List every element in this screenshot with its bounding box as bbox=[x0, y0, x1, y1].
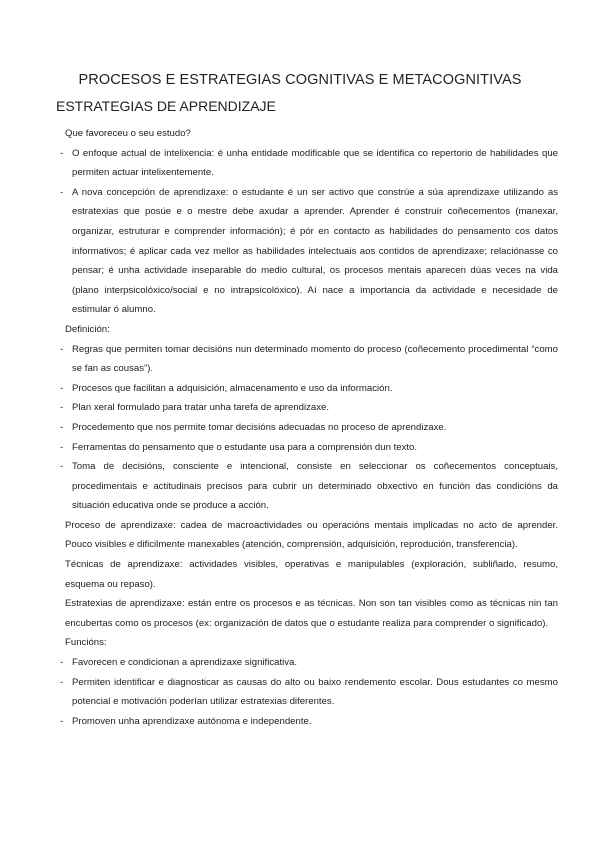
techniques-paragraph: Técnicas de aprendizaxe: actividades visibles, operativas e manipulables (exploración, subliñado, resumo, esquema ou repaso). bbox=[65, 559, 558, 590]
intro-list bbox=[56, 144, 558, 320]
list-item: - Promoven unha aprendizaxe autónoma e independente. bbox=[60, 715, 312, 727]
list-item: - Procedemento que nos permite tomar decisións adecuadas no proceso de aprendizaxe. bbox=[60, 421, 447, 433]
question-line: Que favoreceu o seu estudo? bbox=[65, 128, 191, 139]
section-heading: ESTRATEGIAS DE APRENDIZAJE bbox=[56, 98, 276, 114]
list-item: - Procesos que facilitan a adquisición, almacenamento e uso da información. bbox=[60, 382, 393, 394]
process-paragraph: Proceso de aprendizaxe: cadea de macroactividades ou operacións mentais implicadas no acto de aprender. Pouco visibles e dificilmente manexables (atención, comprensión, adquisición, reprodución, transferencia). bbox=[65, 519, 558, 551]
functions-label: Funcións: bbox=[65, 637, 107, 649]
definition-list bbox=[56, 340, 558, 516]
page-title: PROCESOS E ESTRATEGIAS COGNITIVAS E METACOGNITIVAS bbox=[78, 72, 522, 88]
list-item: - O enfoque actual de intelixencia: é unha entidade modificable que se identifica co repertorio de habilidades que permiten actuar intelixentemente. bbox=[60, 147, 558, 179]
list-item: - Regras que permiten tomar decisións nun determinado momento do proceso (coñecemento procedimental “como se fan as cousas”). bbox=[60, 343, 558, 375]
list-item: - Permiten identificar e diagnosticar as causas do alto ou baixo rendemento escolar. Dous estudantes co mesmo potencial e motivación poderían utilizar estratexias diferentes. bbox=[60, 676, 558, 708]
list-item: - Ferramentas do pensamento que o estudante usa para a comprensión dun texto. bbox=[60, 441, 418, 453]
definition-label: Definición: bbox=[65, 323, 110, 335]
functions-list bbox=[56, 653, 558, 731]
list-item: - Favorecen e condicionan a aprendizaxe significativa. bbox=[60, 657, 298, 669]
list-item: - Toma de decisións, consciente e intencional, consiste en seleccionar os coñecementos conceptuais, procedimentais e actitudinais precisos para cubrir un determinado obxectivo en función das condicións da situación educativa onde se produce a acción. bbox=[60, 461, 558, 512]
document-body bbox=[56, 124, 558, 731]
strategies-paragraph: Estratexias de aprendizaxe: están entre os procesos e as técnicas. Non son tan visibles como as técnicas nin tan encubertas como os procesos (ex: organización de datos que o estudante realiza para comprender o significado). bbox=[65, 598, 558, 629]
list-item: - A nova concepción de aprendizaxe: o estudante é un ser activo que constrúe a súa aprendizaxe utilizando as estratexias que posúe e o mestre debe axudar a aprender. Aprender é construír coñecementos (manexar, organizar, estruturar e comprender información); é pór en contacto as habilidades do pensamento cos datos informativos; é aplicar cada vez mellor as habilidades intelectuais aos contidos de aprendizaxe; relaciónasse co pensar; é unha actividade inseparable do medio cultural, os procesos mentais aparecen dúas veces na vida (plano interpsicolóxico/social e no intrapsicolóxico). Aí nace a importancia da actividade e necesidade de estimular ó alumno. bbox=[60, 186, 558, 316]
list-item: - Plan xeral formulado para tratar unha tarefa de aprendizaxe. bbox=[60, 402, 330, 414]
